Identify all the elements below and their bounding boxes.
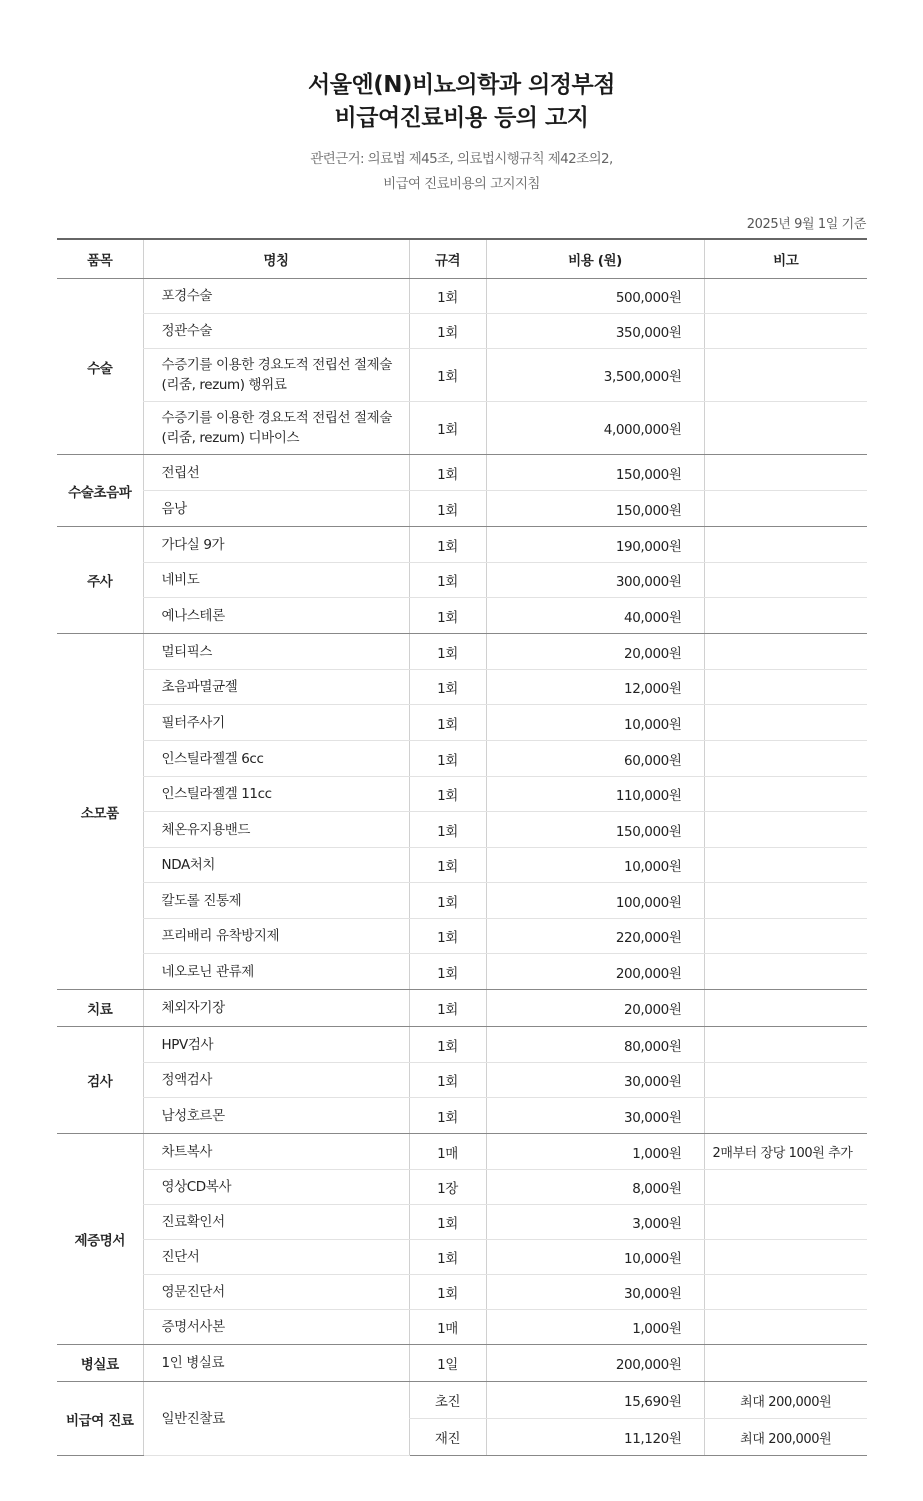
item-name-cell: 1인 병실료: [143, 1345, 409, 1382]
item-name-cell: 전립선: [143, 455, 409, 491]
cost-cell: 150,000원: [486, 812, 704, 848]
note-cell: [704, 634, 867, 670]
cost-cell: 200,000원: [486, 1345, 704, 1382]
table-row: [57, 598, 867, 634]
item-name-cell: 차트복사: [143, 1134, 409, 1170]
cost-cell: 4,000,000원: [486, 402, 704, 455]
item-name-cell: NDA처치: [143, 848, 409, 883]
cost-cell: 150,000원: [486, 455, 704, 491]
note-cell: [704, 812, 867, 848]
note-cell: [704, 455, 867, 491]
table-row: [57, 314, 867, 349]
note-cell: [704, 1170, 867, 1205]
cost-cell: 30,000원: [486, 1098, 704, 1134]
note-cell: 최대 200,000원: [704, 1382, 867, 1419]
note-cell: [704, 402, 867, 455]
cost-cell: 1,000원: [486, 1310, 704, 1345]
spec-cell: 재진: [409, 1419, 486, 1456]
category-cell: 주사: [57, 527, 143, 634]
item-name-cell: 체온유지용밴드: [143, 812, 409, 848]
note-cell: [704, 919, 867, 954]
table-row: [57, 1063, 867, 1098]
column-header-note: 비고: [704, 239, 867, 279]
table-row: [57, 563, 867, 598]
note-cell: 최대 200,000원: [704, 1419, 867, 1456]
note-cell: [704, 1275, 867, 1310]
note-cell: [704, 1310, 867, 1345]
price-table: [57, 238, 867, 1456]
spec-cell: 1회: [409, 349, 486, 402]
item-name-cell: 인스틸라젤겔 6cc: [143, 741, 409, 777]
spec-cell: 1회: [409, 990, 486, 1027]
item-name-cell: 멀티픽스: [143, 634, 409, 670]
item-name-cell: 진단서: [143, 1240, 409, 1275]
spec-cell: 1회: [409, 563, 486, 598]
note-cell: [704, 598, 867, 634]
table-row: [57, 1382, 867, 1419]
cost-cell: 15,690원: [486, 1382, 704, 1419]
spec-cell: 1회: [409, 1063, 486, 1098]
spec-cell: 1회: [409, 1098, 486, 1134]
cost-cell: 150,000원: [486, 491, 704, 527]
spec-cell: 1일: [409, 1345, 486, 1382]
table-row: [57, 670, 867, 705]
table-row: [57, 812, 867, 848]
cost-cell: 190,000원: [486, 527, 704, 563]
table-row: [57, 527, 867, 563]
note-cell: [704, 883, 867, 919]
table-row: [57, 491, 867, 527]
cost-cell: 500,000원: [486, 279, 704, 314]
item-name-cell: HPV검사: [143, 1027, 409, 1063]
spec-cell: 1회: [409, 455, 486, 491]
item-name-cell: 예나스테론: [143, 598, 409, 634]
spec-cell: 1회: [409, 741, 486, 777]
legal-basis-line1: 관련근거: 의료법 제45조, 의료법시행규칙 제42조의2,: [310, 151, 613, 167]
spec-cell: 1회: [409, 777, 486, 812]
cost-cell: 100,000원: [486, 883, 704, 919]
table-row: [57, 634, 867, 670]
note-cell: [704, 491, 867, 527]
spec-cell: 1회: [409, 634, 486, 670]
cost-cell: 1,000원: [486, 1134, 704, 1170]
item-name-cell: 가다실 9가: [143, 527, 409, 563]
cost-cell: 3,000원: [486, 1205, 704, 1240]
note-cell: [704, 527, 867, 563]
table-row: [57, 1275, 867, 1310]
cost-cell: 40,000원: [486, 598, 704, 634]
spec-cell: 1회: [409, 1275, 486, 1310]
cost-cell: 8,000원: [486, 1170, 704, 1205]
spec-cell: 1회: [409, 598, 486, 634]
item-name-cell: 정액검사: [143, 1063, 409, 1098]
table-row: [57, 1345, 867, 1382]
note-cell: [704, 563, 867, 598]
date-basis: 2025년 9월 1일 기준: [746, 217, 866, 232]
item-name-cell: 영상CD복사: [143, 1170, 409, 1205]
spec-cell: 1회: [409, 1205, 486, 1240]
page-title: 서울엔(N)비뇨의학과 의정부점: [308, 72, 615, 98]
spec-cell: 1회: [409, 670, 486, 705]
note-cell: [704, 670, 867, 705]
spec-cell: 1장: [409, 1170, 486, 1205]
cost-cell: 12,000원: [486, 670, 704, 705]
table-row: [57, 1240, 867, 1275]
spec-cell: 초진: [409, 1382, 486, 1419]
spec-cell: 1회: [409, 919, 486, 954]
category-cell: 소모품: [57, 634, 143, 990]
note-cell: [704, 705, 867, 741]
table-row: [57, 1170, 867, 1205]
column-header-cost: 비용 (원): [486, 239, 704, 279]
spec-cell: 1매: [409, 1310, 486, 1345]
item-name-cell: 프리배리 유착방지제: [143, 919, 409, 954]
category-cell: 비급여 진료: [57, 1382, 143, 1456]
note-cell: [704, 279, 867, 314]
spec-cell: 1회: [409, 491, 486, 527]
cost-cell: 220,000원: [486, 919, 704, 954]
table-row: [57, 777, 867, 812]
note-cell: [704, 314, 867, 349]
table-row: [57, 1134, 867, 1170]
spec-cell: 1회: [409, 314, 486, 349]
table-row: [57, 1027, 867, 1063]
note-cell: [704, 848, 867, 883]
table-row: [57, 1205, 867, 1240]
note-cell: [704, 741, 867, 777]
category-cell: 수술: [57, 279, 143, 455]
table-row: [57, 919, 867, 954]
table-row: [57, 1310, 867, 1345]
table-row: [57, 349, 867, 402]
page-subtitle: 비급여진료비용 등의 고지: [334, 105, 589, 131]
spec-cell: 1회: [409, 402, 486, 455]
item-name-cell: 음낭: [143, 491, 409, 527]
cost-cell: 11,120원: [486, 1419, 704, 1456]
item-name-cell: 인스틸라젤겔 11cc: [143, 777, 409, 812]
note-cell: [704, 1027, 867, 1063]
cost-cell: 10,000원: [486, 848, 704, 883]
item-name-cell: 네비도: [143, 563, 409, 598]
note-cell: 2매부터 장당 100원 추가: [704, 1134, 867, 1170]
table-row: [57, 954, 867, 990]
note-cell: [704, 1205, 867, 1240]
note-cell: [704, 1063, 867, 1098]
table-row: [57, 848, 867, 883]
column-header-item: 품목: [57, 239, 143, 279]
table-row: [57, 402, 867, 455]
cost-cell: 350,000원: [486, 314, 704, 349]
note-cell: [704, 349, 867, 402]
item-name-cell: 칼도롤 진통제: [143, 883, 409, 919]
cost-cell: 20,000원: [486, 634, 704, 670]
cost-cell: 60,000원: [486, 741, 704, 777]
note-cell: [704, 954, 867, 990]
category-cell: 검사: [57, 1027, 143, 1134]
item-name-cell: 증명서사본: [143, 1310, 409, 1345]
spec-cell: 1회: [409, 812, 486, 848]
spec-cell: 1회: [409, 848, 486, 883]
table-row: [57, 741, 867, 777]
table-row: [57, 1098, 867, 1134]
cost-cell: 10,000원: [486, 705, 704, 741]
table-row: [57, 455, 867, 491]
table-header-row: [57, 239, 867, 279]
cost-cell: 200,000원: [486, 954, 704, 990]
spec-cell: 1회: [409, 1240, 486, 1275]
category-cell: 수술초음파: [57, 455, 143, 527]
item-name-cell: 일반진찰료: [143, 1382, 409, 1456]
category-cell: 제증명서: [57, 1134, 143, 1345]
category-cell: 병실료: [57, 1345, 143, 1382]
item-name-cell: 네오로닌 관류제: [143, 954, 409, 990]
note-cell: [704, 777, 867, 812]
item-name-cell: 정관수술: [143, 314, 409, 349]
table-row: [57, 279, 867, 314]
column-header-name: 명칭: [143, 239, 409, 279]
item-name-cell: 포경수술: [143, 279, 409, 314]
note-cell: [704, 1098, 867, 1134]
legal-basis-line2: 비급여 진료비용의 고지지침: [383, 176, 540, 192]
item-name-cell: 수증기를 이용한 경요도적 전립선 절제술 (리줌, rezum) 행위료: [143, 349, 409, 402]
item-name-cell: 수증기를 이용한 경요도적 전립선 절제술 (리줌, rezum) 디바이스: [143, 402, 409, 455]
note-cell: [704, 1240, 867, 1275]
spec-cell: 1회: [409, 1027, 486, 1063]
item-name-cell: 초음파멸균젤: [143, 670, 409, 705]
table-row: [57, 990, 867, 1027]
note-cell: [704, 990, 867, 1027]
cost-cell: 110,000원: [486, 777, 704, 812]
item-name-cell: 영문진단서: [143, 1275, 409, 1310]
cost-cell: 3,500,000원: [486, 349, 704, 402]
item-name-cell: 체외자기장: [143, 990, 409, 1027]
table-row: [57, 883, 867, 919]
spec-cell: 1회: [409, 279, 486, 314]
table-row: [57, 705, 867, 741]
spec-cell: 1회: [409, 954, 486, 990]
item-name-cell: 남성호르몬: [143, 1098, 409, 1134]
cost-cell: 30,000원: [486, 1063, 704, 1098]
cost-cell: 30,000원: [486, 1275, 704, 1310]
cost-cell: 80,000원: [486, 1027, 704, 1063]
cost-cell: 20,000원: [486, 990, 704, 1027]
note-cell: [704, 1345, 867, 1382]
spec-cell: 1회: [409, 705, 486, 741]
column-header-spec: 규격: [409, 239, 486, 279]
cost-cell: 300,000원: [486, 563, 704, 598]
spec-cell: 1회: [409, 883, 486, 919]
item-name-cell: 진료확인서: [143, 1205, 409, 1240]
spec-cell: 1매: [409, 1134, 486, 1170]
spec-cell: 1회: [409, 527, 486, 563]
item-name-cell: 필터주사기: [143, 705, 409, 741]
cost-cell: 10,000원: [486, 1240, 704, 1275]
category-cell: 치료: [57, 990, 143, 1027]
